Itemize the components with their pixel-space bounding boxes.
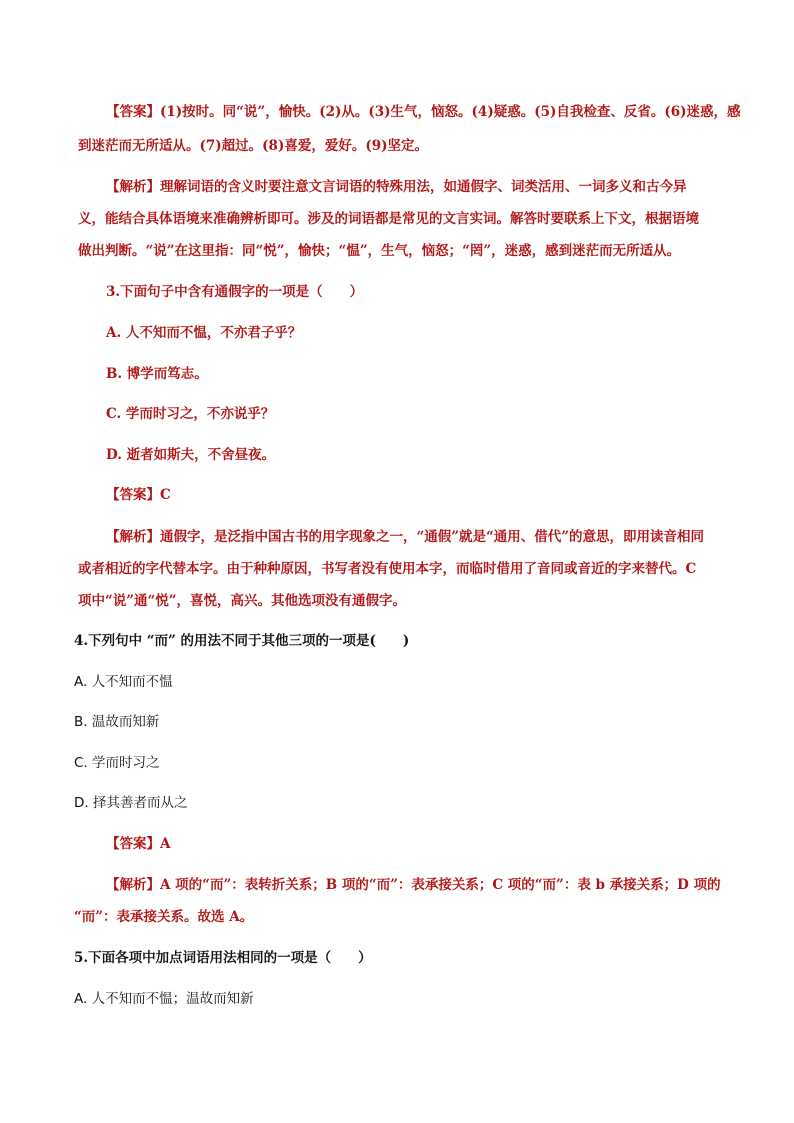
q5-stem: 5.下面各项中加点词语用法相同的一项是（ ） xyxy=(74,950,372,966)
q4-answer xyxy=(106,834,170,854)
analysis-tag: 【解析】 xyxy=(106,529,160,545)
q3-stem: 3.下面句子中含有通假字的一项是（ ） xyxy=(106,284,364,300)
analysis-tag: 【解析】 xyxy=(106,877,160,893)
answer-tag: 【答案】 xyxy=(106,487,160,503)
q2-analysis-line3: 做出判断。“说”在这里指：同“悦”，愉快；“愠”，生气，恼怒；“罔”，迷惑，感到迷茫而无所适从。 xyxy=(78,243,681,259)
q2-answer-line1 xyxy=(106,102,741,122)
analysis-text: A 项的“而”：表转折关系；B 项的“而”：表承接关系；C 项的“而”：表 b 承接关系；D 项的 xyxy=(160,877,721,893)
q2-answer-line2: 到迷茫而无所适从。(7)超过。(8)喜爱，爱好。(9)坚定。 xyxy=(78,138,429,154)
q3-option-a: A. 人不知而不愠，不亦君子乎？ xyxy=(106,325,302,341)
answer-tag: 【答案】 xyxy=(106,836,160,852)
q4-option-d: D. 择其善者而从之 xyxy=(74,795,188,811)
q4-analysis-line1 xyxy=(106,875,721,895)
q4-option-c: C. 学而时习之 xyxy=(74,755,160,771)
q3-answer xyxy=(106,485,171,505)
answer-text: (1)按时。同“说”，愉快。(2)从。(3)生气，恼怒。(4)疑惑。(5)自我检查、反省。(6)迷惑，感 xyxy=(160,104,741,120)
q5-option-a: A. 人不知而不愠；温故而知新 xyxy=(74,991,254,1007)
q3-analysis-line3: 项中“说”通“悦”，喜悦，高兴。其他选项没有通假字。 xyxy=(78,593,407,609)
q3-option-b: B. 博学而笃志。 xyxy=(106,366,208,382)
q2-analysis-line1 xyxy=(106,177,687,197)
q3-option-c: C. 学而时习之，不亦说乎？ xyxy=(106,406,275,422)
q3-analysis-line2: 或者相近的字代替本字。由于种种原因，书写者没有使用本字，而临时借用了音同或音近的字来替代。C xyxy=(78,561,697,577)
q3-option-d: D. 逝者如斯夫，不舍昼夜。 xyxy=(106,447,276,463)
q4-option-a: A. 人不知而不愠 xyxy=(74,674,173,690)
analysis-text: 通假字，是泛指中国古书的用字现象之一，“通假”就是“通用、借代”的意思，即用读音相同 xyxy=(160,529,705,545)
analysis-tag: 【解析】 xyxy=(106,179,160,195)
analysis-text: 理解词语的含义时要注意文言词语的特殊用法，如通假字、词类活用、一词多义和古今异 xyxy=(160,179,687,195)
q4-analysis-line2: “而”：表承接关系。故选 A。 xyxy=(74,909,254,925)
answer-tag: 【答案】 xyxy=(106,104,160,120)
answer-text: A xyxy=(160,836,171,852)
q2-analysis-line2: 义，能结合具体语境来准确辨析即可。涉及的词语都是常见的文言实词。解答时要联系上下文，根据语境 xyxy=(78,211,699,227)
q4-option-b: B. 温故而知新 xyxy=(74,714,160,730)
q4-stem: 4.下列句中 “而” 的用法不同于其他三项的一项是( ) xyxy=(74,633,410,649)
q3-analysis-line1 xyxy=(106,527,704,547)
answer-text: C xyxy=(160,487,171,503)
